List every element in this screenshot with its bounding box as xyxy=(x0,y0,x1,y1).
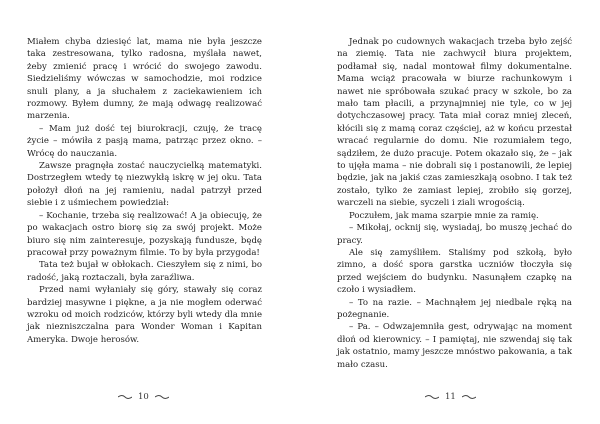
ornament-icon xyxy=(118,394,132,400)
page-number: 10 xyxy=(138,392,149,402)
paragraph: Ale się zamyśliłem. Staliśmy pod szkołą, było zimno, a dość spora garstka uczniów tłoczyła się przed wejściem do budynku. Nasunąłem czapkę na czoło i wysiadłem. xyxy=(337,247,572,296)
page-number-left xyxy=(118,392,169,402)
paragraph: Miałem chyba dziesięć lat, mama nie była jeszcze taka zestresowana, tylko radosna, myślała nawet, żeby zmienić pracę i wrócić do swojego zawodu. Siedzieliśmy wówczas w samochodzie, moi rodzice snuli plany, a ja słuchałem z zaciekawieniem ich rozmowy. Byłem dumny, że mają odwagę realizować marzenia. xyxy=(27,37,262,122)
left-page-text xyxy=(27,36,262,346)
paragraph: Jednak po cudownych wakacjach trzeba było zejść na ziemię. Tata nie zachwycił biura projektem, podłamał się, nadal montował filmy dokumentalne. Mama wciąż pracowała w biurze rachunkowym i nawet nie spróbowała szukać pracy w szkole, bo za mało tam płacili, a przynajmniej nie tyle, co w jej dotychczasowej pracy. Tata miał coraz mniej zleceń, kłócili się z mamą coraz częściej, aż w końcu przestał wracać regularnie do domu. Nie rozumiałem tego, sądziłem, że dużo pracuje. Potem okazało się, że – jak to ujęła mama – nie dobrali się i postanowili, że lepiej będzie, jak na jakiś czas zamieszkają osobno. I tak też zostało, tylko że zamiast lepiej, zrobiło się gorzej, warczeli na siebie, syczeli i ziali wrogością. xyxy=(337,37,572,209)
paragraph: – Pa. – Odwzajemniła gest, odrywając na moment dłoń od kierownicy. – I pamiętaj, nie szwendaj się tak jak ostatnio, mamy jeszcze mnóstwo pakowania, a tak mało czasu. xyxy=(337,322,572,370)
paragraph: Przed nami wyłaniały się góry, stawały się coraz bardziej masywne i piękne, a ja nie mogłem oderwać wzroku od moich rodziców, którzy byli wtedy dla mnie jak niezniszczalna para Wonder Woman i Kapitan Ameryka. Dwoje herosów. xyxy=(27,285,263,345)
page-number: 11 xyxy=(445,392,456,402)
ornament-icon xyxy=(462,394,476,400)
ornament-icon xyxy=(155,394,169,400)
paragraph: – To na razie. – Machnąłem jej niedbale ręką na pożegnanie. xyxy=(337,297,572,320)
paragraph: Zawsze pragnęła zostać nauczycielką matematyki. Dostrzegłem wtedy tę niezwykłą iskrę w jej oku. Tata położył dłoń na jej ramieniu, nadal patrzył przed siebie i z uśmiechem powiedział: xyxy=(27,161,262,209)
paragraph: Tata też bujał w obłokach. Cieszyłem się z nimi, bo radość, jaką roztaczali, była zaraźliwa. xyxy=(27,260,262,283)
paragraph: Poczułem, jak mama szarpie mnie za ramię. xyxy=(349,210,539,221)
page-number-right xyxy=(425,392,476,402)
paragraph: – Mikołaj, ocknij się, wysiadaj, bo muszę jechać do pracy. xyxy=(337,223,572,246)
paragraph: – Kochanie, trzeba się realizować! A ja obiecuję, że po wakacjach ostro biorę się za swój projekt. Może biuro się nim zainteresuje, pozyskają fundusze, będę pracował przy poważnym filmie. To by była przygoda! xyxy=(27,210,262,258)
paragraph: – Mam już dość tej biurokracji, czuję, że tracę życie – mówiła z pasją mama, patrząc przez okno. – Wrócę do nauczania. xyxy=(27,123,262,159)
right-page-text xyxy=(337,36,572,371)
ornament-icon xyxy=(425,394,439,400)
